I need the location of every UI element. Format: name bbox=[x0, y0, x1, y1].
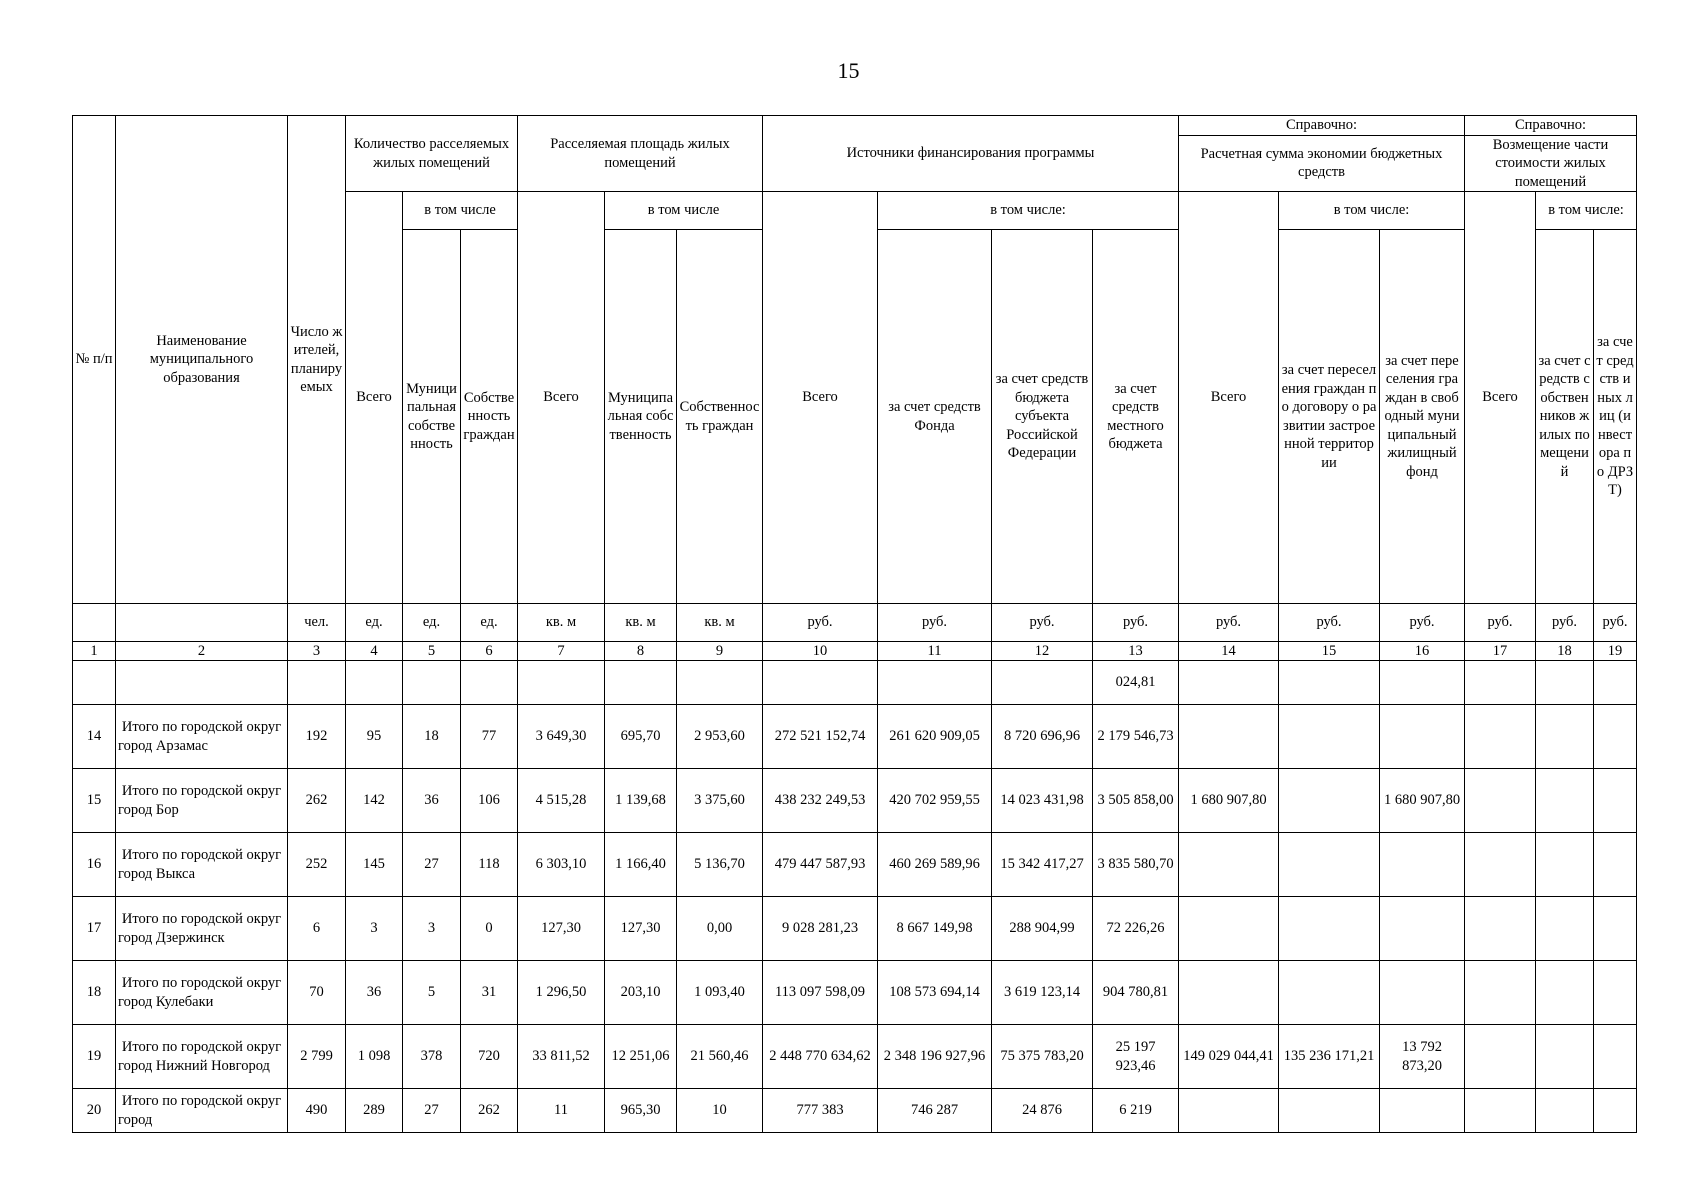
header-residents: Число жителей, планируемых bbox=[288, 116, 346, 604]
municipality-name: Итого по городской округ город bbox=[116, 1089, 288, 1133]
cell-c10: 777 383 bbox=[763, 1089, 878, 1133]
header-comp-incl: в том числе: bbox=[1536, 192, 1637, 230]
cell-c9: 21 560,46 bbox=[677, 1025, 763, 1089]
cell-c4: 289 bbox=[346, 1089, 403, 1133]
cell-c7: 127,30 bbox=[518, 897, 605, 961]
cell-c10: 113 097 598,09 bbox=[763, 961, 878, 1025]
cell-c14 bbox=[1179, 961, 1279, 1025]
cell-c10: 2 448 770 634,62 bbox=[763, 1025, 878, 1089]
cell-c13: 2 179 546,73 bbox=[1093, 705, 1179, 769]
cell-c6: 118 bbox=[461, 833, 518, 897]
unit-cell: руб. bbox=[1179, 604, 1279, 642]
cell-c16 bbox=[1380, 833, 1465, 897]
cell-c11: 8 667 149,98 bbox=[878, 897, 992, 961]
cell-c3: 2 799 bbox=[288, 1025, 346, 1089]
header-count-own: Собственность граждан bbox=[461, 230, 518, 604]
column-index-cell: 17 bbox=[1465, 642, 1536, 661]
cell-c17 bbox=[1465, 833, 1536, 897]
table-row bbox=[73, 769, 1637, 833]
cell-c17 bbox=[1465, 961, 1536, 1025]
cell-c13: 3 505 858,00 bbox=[1093, 769, 1179, 833]
resettlement-table bbox=[72, 115, 1637, 1133]
header-econ-group: Расчетная сумма экономии бюджетных средств bbox=[1179, 135, 1465, 192]
cell-c3: 70 bbox=[288, 961, 346, 1025]
column-index-cell: 16 bbox=[1380, 642, 1465, 661]
cell-c5: 36 bbox=[403, 769, 461, 833]
cell-c17 bbox=[1465, 1025, 1536, 1089]
cell-c5: 5 bbox=[403, 961, 461, 1025]
row-number: 16 bbox=[73, 833, 116, 897]
cell-c8: 1 166,40 bbox=[605, 833, 677, 897]
unit-cell: ед. bbox=[461, 604, 518, 642]
unit-cell: руб. bbox=[1465, 604, 1536, 642]
cell-c3: 252 bbox=[288, 833, 346, 897]
cell-c19 bbox=[1594, 769, 1637, 833]
unit-cell: руб. bbox=[1594, 604, 1637, 642]
cell-c14 bbox=[1179, 1089, 1279, 1133]
cell-c18 bbox=[1536, 1025, 1594, 1089]
cell-c8: 965,30 bbox=[605, 1089, 677, 1133]
cell-c4: 3 bbox=[346, 897, 403, 961]
cell-c6: 106 bbox=[461, 769, 518, 833]
header-comp-group: Возмещение части стоимости жилых помещений bbox=[1465, 135, 1637, 192]
cell-c8: 695,70 bbox=[605, 705, 677, 769]
cell-c4: 142 bbox=[346, 769, 403, 833]
header-area-group: Расселяемая площадь жилых помещений bbox=[518, 116, 763, 192]
unit-cell bbox=[116, 604, 288, 642]
cell-c5: 27 bbox=[403, 1089, 461, 1133]
cell-c15 bbox=[1279, 1089, 1380, 1133]
row-number: 19 bbox=[73, 1025, 116, 1089]
cell-c10: 438 232 249,53 bbox=[763, 769, 878, 833]
column-index-cell: 1 bbox=[73, 642, 116, 661]
header-no: № п/п bbox=[73, 116, 116, 604]
municipality-name: Итого по городской округ город Бор bbox=[116, 769, 288, 833]
cell-c3: 490 bbox=[288, 1089, 346, 1133]
unit-cell: руб. bbox=[1380, 604, 1465, 642]
row-number: 14 bbox=[73, 705, 116, 769]
cell-c15: 135 236 171,21 bbox=[1279, 1025, 1380, 1089]
column-index-cell: 15 bbox=[1279, 642, 1380, 661]
table-row bbox=[73, 833, 1637, 897]
cell-c4: 1 098 bbox=[346, 1025, 403, 1089]
column-index-cell: 19 bbox=[1594, 642, 1637, 661]
unit-cell: руб. bbox=[763, 604, 878, 642]
cell-c7: 33 811,52 bbox=[518, 1025, 605, 1089]
header-econ-free: за счет переселения граждан в свободный муниципальный жилищный фонд bbox=[1380, 230, 1465, 604]
cell-c18 bbox=[1536, 897, 1594, 961]
table-row bbox=[73, 1089, 1637, 1133]
cell-c6: 0 bbox=[461, 897, 518, 961]
table-row bbox=[73, 705, 1637, 769]
carryover-row bbox=[73, 661, 1637, 705]
cell-c3: 192 bbox=[288, 705, 346, 769]
header-fin-incl: в том числе: bbox=[878, 192, 1179, 230]
cell-c15 bbox=[1279, 769, 1380, 833]
cell-c11: 460 269 589,96 bbox=[878, 833, 992, 897]
cell-c15 bbox=[1279, 833, 1380, 897]
cell-c9: 10 bbox=[677, 1089, 763, 1133]
cell-c13: 3 835 580,70 bbox=[1093, 833, 1179, 897]
cell-c16 bbox=[1380, 705, 1465, 769]
cell-c11: 2 348 196 927,96 bbox=[878, 1025, 992, 1089]
cell-c3: 6 bbox=[288, 897, 346, 961]
header-econ-total: Всего bbox=[1179, 192, 1279, 604]
cell-c15 bbox=[1279, 705, 1380, 769]
column-index-cell: 18 bbox=[1536, 642, 1594, 661]
cell-c17 bbox=[1465, 1089, 1536, 1133]
column-index-cell: 4 bbox=[346, 642, 403, 661]
cell-c5: 378 bbox=[403, 1025, 461, 1089]
header-fin-subject: за счет средств бюджета субъекта Российской Федерации bbox=[992, 230, 1093, 604]
cell-c10: 479 447 587,93 bbox=[763, 833, 878, 897]
cell-c7: 11 bbox=[518, 1089, 605, 1133]
cell-c13: 72 226,26 bbox=[1093, 897, 1179, 961]
header-fin-local: за счет средств местного бюджета bbox=[1093, 230, 1179, 604]
cell-c14: 149 029 044,41 bbox=[1179, 1025, 1279, 1089]
cell-c19 bbox=[1594, 1025, 1637, 1089]
unit-cell: кв. м bbox=[605, 604, 677, 642]
cell-c8: 127,30 bbox=[605, 897, 677, 961]
cell-c15 bbox=[1279, 897, 1380, 961]
table-row bbox=[73, 1025, 1637, 1089]
header-ref-1: Справочно: bbox=[1179, 116, 1465, 136]
cell-c13: 904 780,81 bbox=[1093, 961, 1179, 1025]
unit-cell: кв. м bbox=[677, 604, 763, 642]
cell-c18 bbox=[1536, 833, 1594, 897]
cell-c11: 746 287 bbox=[878, 1089, 992, 1133]
unit-cell: руб. bbox=[992, 604, 1093, 642]
cell-c18 bbox=[1536, 705, 1594, 769]
header-area-own: Собственность граждан bbox=[677, 230, 763, 604]
cell-c8: 1 139,68 bbox=[605, 769, 677, 833]
cell-c10: 9 028 281,23 bbox=[763, 897, 878, 961]
header-count-group: Количество расселяемых жилых помещений bbox=[346, 116, 518, 192]
cell-c15 bbox=[1279, 961, 1380, 1025]
cell-c8: 12 251,06 bbox=[605, 1025, 677, 1089]
column-index-cell: 10 bbox=[763, 642, 878, 661]
cell-c9: 2 953,60 bbox=[677, 705, 763, 769]
cell-c19 bbox=[1594, 1089, 1637, 1133]
cell-c18 bbox=[1536, 769, 1594, 833]
cell-c9: 3 375,60 bbox=[677, 769, 763, 833]
cell-c14 bbox=[1179, 705, 1279, 769]
header-comp-total: Всего bbox=[1465, 192, 1536, 604]
cell-c16 bbox=[1380, 897, 1465, 961]
column-index-cell: 8 bbox=[605, 642, 677, 661]
column-index-cell: 13 bbox=[1093, 642, 1179, 661]
header-fin-group: Источники финансирования программы bbox=[763, 116, 1179, 192]
row-number: 15 bbox=[73, 769, 116, 833]
cell-c5: 27 bbox=[403, 833, 461, 897]
unit-cell: кв. м bbox=[518, 604, 605, 642]
column-index-cell: 6 bbox=[461, 642, 518, 661]
cell-c19 bbox=[1594, 833, 1637, 897]
column-index-cell: 11 bbox=[878, 642, 992, 661]
column-index-cell: 12 bbox=[992, 642, 1093, 661]
cell-c16 bbox=[1380, 961, 1465, 1025]
municipality-name: Итого по городской округ город Арзамас bbox=[116, 705, 288, 769]
cell-c11: 420 702 959,55 bbox=[878, 769, 992, 833]
cell-c12: 8 720 696,96 bbox=[992, 705, 1093, 769]
cell-c4: 36 bbox=[346, 961, 403, 1025]
header-count-mun: Муниципальная собственность bbox=[403, 230, 461, 604]
cell-c12: 14 023 431,98 bbox=[992, 769, 1093, 833]
cell-c7: 4 515,28 bbox=[518, 769, 605, 833]
row-number: 17 bbox=[73, 897, 116, 961]
cell-c16: 13 792 873,20 bbox=[1380, 1025, 1465, 1089]
header-area-incl: в том числе bbox=[605, 192, 763, 230]
unit-cell: руб. bbox=[1093, 604, 1179, 642]
column-index-cell: 3 bbox=[288, 642, 346, 661]
header-econ-dev: за счет переселения граждан по договору о развитии застроенной территории bbox=[1279, 230, 1380, 604]
cell-c7: 1 296,50 bbox=[518, 961, 605, 1025]
cell-c19 bbox=[1594, 961, 1637, 1025]
cell-c18 bbox=[1536, 1089, 1594, 1133]
cell-c5: 18 bbox=[403, 705, 461, 769]
cell-c11: 261 620 909,05 bbox=[878, 705, 992, 769]
header-name: Наименование муниципального образования bbox=[116, 116, 288, 604]
municipality-name: Итого по городской округ город Дзержинск bbox=[116, 897, 288, 961]
cell-c3: 262 bbox=[288, 769, 346, 833]
header-comp-owners: за счет средств собственников жилых помещений bbox=[1536, 230, 1594, 604]
cell-c6: 77 bbox=[461, 705, 518, 769]
table-row bbox=[73, 897, 1637, 961]
row-number: 18 bbox=[73, 961, 116, 1025]
cell-c9: 0,00 bbox=[677, 897, 763, 961]
cell-c12: 15 342 417,27 bbox=[992, 833, 1093, 897]
cell-c13: 25 197 923,46 bbox=[1093, 1025, 1179, 1089]
cell-c6: 262 bbox=[461, 1089, 518, 1133]
cell-c10: 272 521 152,74 bbox=[763, 705, 878, 769]
header-comp-other: за счет средств иных лиц (инвестора по ДРЗТ) bbox=[1594, 230, 1637, 604]
cell-c5: 3 bbox=[403, 897, 461, 961]
header-count-incl: в том числе bbox=[403, 192, 518, 230]
cell-c16: 1 680 907,80 bbox=[1380, 769, 1465, 833]
cell-c13: 6 219 bbox=[1093, 1089, 1179, 1133]
cell-c12: 24 876 bbox=[992, 1089, 1093, 1133]
column-index-cell: 5 bbox=[403, 642, 461, 661]
unit-cell: ед. bbox=[346, 604, 403, 642]
column-index-cell: 2 bbox=[116, 642, 288, 661]
column-index-row bbox=[73, 642, 1637, 661]
row-number: 20 bbox=[73, 1089, 116, 1133]
header-fin-fund: за счет средств Фонда bbox=[878, 230, 992, 604]
cell-c6: 31 bbox=[461, 961, 518, 1025]
cell-c18 bbox=[1536, 961, 1594, 1025]
carryover-c13: 024,81 bbox=[1093, 661, 1179, 705]
header-ref-2: Справочно: bbox=[1465, 116, 1637, 136]
cell-c17 bbox=[1465, 705, 1536, 769]
unit-cell: руб. bbox=[878, 604, 992, 642]
cell-c17 bbox=[1465, 897, 1536, 961]
cell-c4: 95 bbox=[346, 705, 403, 769]
header-area-mun: Муниципальная собственность bbox=[605, 230, 677, 604]
header-econ-incl: в том числе: bbox=[1279, 192, 1465, 230]
cell-c14 bbox=[1179, 897, 1279, 961]
unit-cell: чел. bbox=[288, 604, 346, 642]
cell-c19 bbox=[1594, 897, 1637, 961]
table-row bbox=[73, 961, 1637, 1025]
header-fin-total: Всего bbox=[763, 192, 878, 604]
cell-c12: 3 619 123,14 bbox=[992, 961, 1093, 1025]
cell-c19 bbox=[1594, 705, 1637, 769]
municipality-name: Итого по городской округ город Нижний Новгород bbox=[116, 1025, 288, 1089]
cell-c12: 75 375 783,20 bbox=[992, 1025, 1093, 1089]
cell-c7: 6 303,10 bbox=[518, 833, 605, 897]
cell-c14: 1 680 907,80 bbox=[1179, 769, 1279, 833]
cell-c14 bbox=[1179, 833, 1279, 897]
cell-c4: 145 bbox=[346, 833, 403, 897]
cell-c6: 720 bbox=[461, 1025, 518, 1089]
cell-c17 bbox=[1465, 769, 1536, 833]
cell-c7: 3 649,30 bbox=[518, 705, 605, 769]
unit-cell: ед. bbox=[403, 604, 461, 642]
municipality-name: Итого по городской округ город Выкса bbox=[116, 833, 288, 897]
unit-cell bbox=[73, 604, 116, 642]
header-count-total: Всего bbox=[346, 192, 403, 604]
cell-c12: 288 904,99 bbox=[992, 897, 1093, 961]
column-index-cell: 9 bbox=[677, 642, 763, 661]
cell-c16 bbox=[1380, 1089, 1465, 1133]
cell-c8: 203,10 bbox=[605, 961, 677, 1025]
municipality-name: Итого по городской округ город Кулебаки bbox=[116, 961, 288, 1025]
column-index-cell: 7 bbox=[518, 642, 605, 661]
column-index-cell: 14 bbox=[1179, 642, 1279, 661]
page-number: 15 bbox=[837, 58, 860, 83]
cell-c11: 108 573 694,14 bbox=[878, 961, 992, 1025]
unit-cell: руб. bbox=[1279, 604, 1380, 642]
units-row bbox=[73, 604, 1637, 642]
cell-c9: 5 136,70 bbox=[677, 833, 763, 897]
cell-c9: 1 093,40 bbox=[677, 961, 763, 1025]
header-area-total: Всего bbox=[518, 192, 605, 604]
unit-cell: руб. bbox=[1536, 604, 1594, 642]
